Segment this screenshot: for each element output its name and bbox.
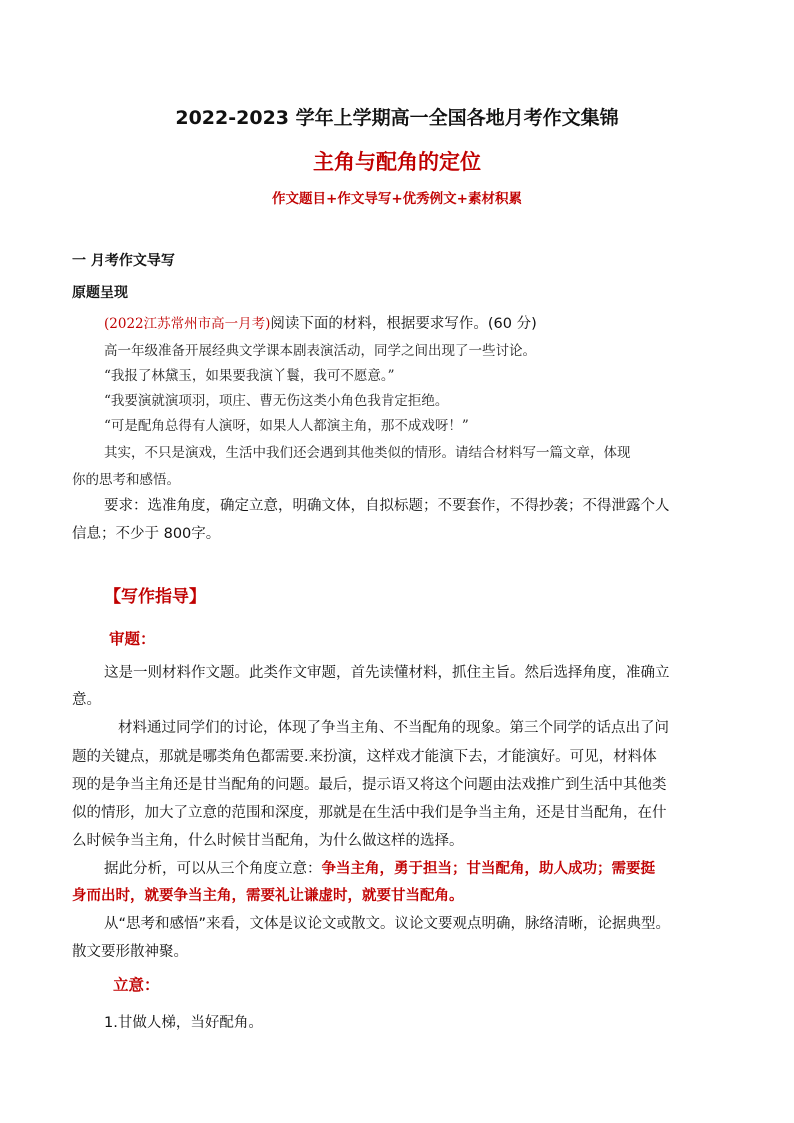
section-heading: 一 月考作文导写 — [72, 253, 175, 269]
paragraph-line: 似的情形，加大了立意的范围和深度，那就是在生活中我们是争当主角，还是甘当配角，在什 — [72, 805, 667, 821]
paragraph-line: 么时候争当主角，什么时候甘当配角，为什么做这样的选择。 — [72, 833, 464, 849]
document-title: 2022-2023 学年上学期高一全国各地月考作文集锦 — [175, 107, 619, 129]
material-first-line — [104, 312, 537, 333]
material-quote: “我要演就演项羽，项庄、曹无伤这类小角色我肯定拒绝。 — [104, 393, 449, 409]
material-source: (2022江苏常州市高一月考) — [104, 316, 271, 332]
paragraph-line: 题的关键点，那就是哪类角色都需要.来扮演，这样戏才能演下去，才能演好。可见，材料体 — [72, 749, 657, 765]
requirements-text: 要求：选准角度，确定立意，明确文体，自拟标题；不要套作，不得抄袭；不得泄露个人 — [104, 498, 670, 514]
document-tagline: 作文题目+作文导写+优秀例文+素材积累 — [272, 191, 522, 207]
paragraph-line: 这是一则材料作文题。此类作文审题，首先读懂材料，抓住主旨。然后选择角度，准确立 — [104, 665, 670, 681]
paragraph-line: 材料通过同学们的讨论，体现了争当主角、不当配角的现象。第三个同学的话点出了问 — [118, 720, 669, 736]
requirements-text: 信息；不少于 800字。 — [72, 526, 221, 542]
material-line: 高一年级准备开展经典文学课本剧表演活动，同学之间出现了一些讨论。 — [104, 343, 536, 359]
paragraph-line: 从“思考和感悟”来看，文体是议论文或散文。议论文要观点明确，脉络清晰，论据典型。 — [104, 916, 671, 932]
paragraph-line — [104, 857, 655, 878]
material-quote: “我报了林黛玉，如果要我演丫鬟，我可不愿意。” — [104, 368, 395, 384]
material-lead: 阅读下面的材料，根据要求写作。(60 分) — [270, 316, 537, 332]
idea-item: 1.甘做人梯，当好配角。 — [104, 1015, 263, 1031]
subsection-heading: 原题呈现 — [72, 285, 128, 301]
analysis-intro: 据此分析，可以从三个角度立意： — [104, 861, 322, 877]
review-heading: 审题： — [109, 630, 156, 648]
material-line: 其实，不只是演戏，生活中我们还会遇到其他类似的情形。请结合材料写一篇文章，体现 — [104, 445, 631, 461]
analysis-highlight: 身而出时，就要争当主角，需要礼让谦虚时，就要甘当配角。 — [72, 888, 464, 904]
idea-heading: 立意： — [113, 976, 160, 994]
paragraph-line: 散文要形散神聚。 — [72, 944, 188, 960]
paragraph-line: 意。 — [72, 692, 101, 708]
paragraph-line: 现的是争当主角还是甘当配角的问题。最后，提示语又将这个问题由法戏推广到生活中其他类 — [72, 777, 667, 793]
analysis-highlight: 争当主角，勇于担当；甘当配角，助人成功；需要挺 — [321, 861, 655, 877]
guide-heading: 【写作指导】 — [104, 587, 206, 607]
material-line: 你的思考和感悟。 — [72, 472, 180, 488]
material-quote: “可是配角总得有人演呀，如果人人都演主角，那不成戏呀！” — [104, 418, 469, 434]
document-subtitle: 主角与配角的定位 — [313, 150, 481, 174]
